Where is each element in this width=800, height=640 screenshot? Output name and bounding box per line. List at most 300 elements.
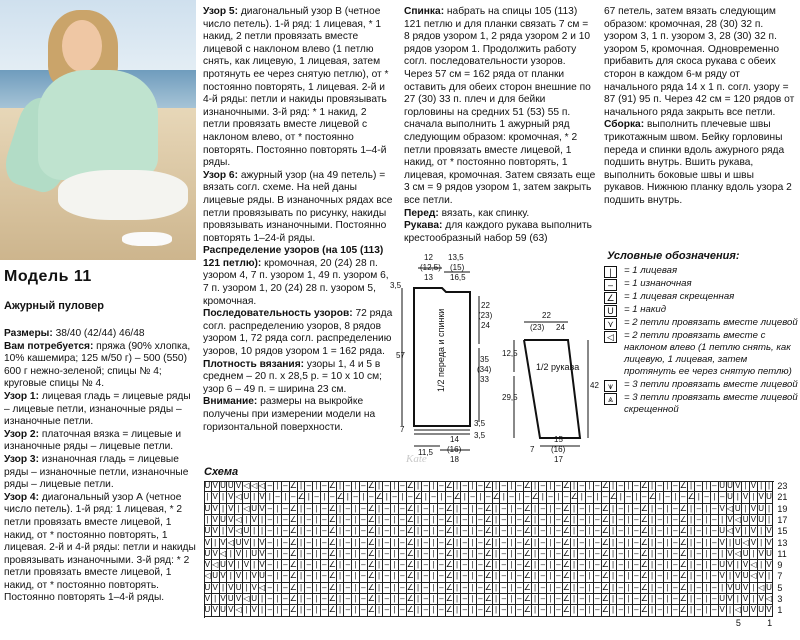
chart-cell: – [461, 583, 469, 594]
chart-cell: ∠ [446, 538, 454, 549]
chart-cell: | [711, 492, 719, 503]
chart-cell: – [500, 481, 508, 492]
chart-cell: U [212, 571, 220, 582]
chart-cell: | [422, 492, 430, 503]
chart-cell: | [337, 571, 345, 582]
chart-cell: | [430, 605, 438, 616]
chart-cell: – [594, 515, 602, 526]
chart-cell: ◁ [766, 594, 774, 605]
chart-cell: | [649, 515, 657, 526]
chart-cell: | [274, 481, 282, 492]
chart-cell: | [430, 504, 438, 515]
chart-cell: | [532, 538, 540, 549]
chart-cell: | [571, 560, 579, 571]
chart-cell: ◁ [259, 583, 267, 594]
chart-cell: | [532, 504, 540, 515]
chart-cell: | [547, 481, 555, 492]
chart-cell: – [461, 504, 469, 515]
chart-cell: – [594, 538, 602, 549]
chart-cell: – [711, 481, 719, 492]
chart-cell: ∠ [290, 526, 298, 537]
chart-cell: – [656, 549, 664, 560]
chart-cell: – [360, 481, 368, 492]
chart-cell: | [547, 526, 555, 537]
chart-cell: | [454, 549, 462, 560]
col2-paragraph [203, 308, 395, 358]
chart-cell: – [438, 538, 446, 549]
chart-cell: ∠ [602, 583, 610, 594]
legend-item [604, 379, 800, 391]
chart-cell: | [298, 481, 306, 492]
chart-cell: – [422, 560, 430, 571]
chart-cell: | [352, 538, 360, 549]
chart-cell: – [266, 605, 274, 616]
col2-text: размеры на выкройке получены при измерении модели на горизонтальной поверхности. [203, 396, 376, 433]
chart-cell: – [578, 583, 586, 594]
chart-cell: – [422, 594, 430, 605]
legend-label: = 1 лицевая скрещенная [624, 291, 735, 302]
chart-cell: | [649, 560, 657, 571]
chart-cell: – [672, 594, 680, 605]
chart-cell: ∠ [485, 549, 493, 560]
chart-cell: U [204, 583, 212, 594]
chart-cell: | [337, 504, 345, 515]
chart-cell: – [594, 560, 602, 571]
chart-cell: | [625, 481, 633, 492]
chart-cell: V [766, 526, 774, 537]
chart-cell: – [344, 481, 352, 492]
chart-cell: ∠ [485, 571, 493, 582]
chart-cell: ∠ [415, 492, 423, 503]
chart-cell: ∠ [290, 549, 298, 560]
chart-cell: – [695, 526, 703, 537]
col2-paragraph [203, 396, 395, 434]
chart-cell: ∠ [563, 560, 571, 571]
col4-paragraph [604, 6, 796, 119]
chart-cell: | [220, 526, 228, 537]
chart-cell: – [711, 538, 719, 549]
chart-cell: ∠ [368, 583, 376, 594]
chart-cell: U [204, 481, 212, 492]
chart-cell: | [664, 571, 672, 582]
chart-cell: ∠ [329, 504, 337, 515]
chart-cell: – [555, 605, 563, 616]
chart-cell: – [633, 504, 641, 515]
chart-cell: – [461, 515, 469, 526]
chart-cell: ∠ [563, 526, 571, 537]
chart-cell: | [734, 594, 742, 605]
stitch-symbol-icon: | [604, 266, 617, 278]
chart-cell: V [204, 538, 212, 549]
chart-cell: ∠ [407, 560, 415, 571]
col1-paragraph [4, 341, 196, 391]
chart-cell: | [532, 605, 540, 616]
chart-cell: ∠ [329, 549, 337, 560]
chart-cell: | [578, 492, 586, 503]
chart-cell: | [610, 538, 618, 549]
chart-row-number: 11 [777, 548, 787, 559]
chart-cell: | [649, 538, 657, 549]
chart-cell: ∠ [524, 538, 532, 549]
sleeve-dim-15: 15 [554, 435, 563, 444]
chart-cell: | [430, 538, 438, 549]
chart-cell: ∠ [493, 492, 501, 503]
chart-cell: – [344, 504, 352, 515]
chart-cell: | [571, 549, 579, 560]
chart-cell: – [477, 515, 485, 526]
chart-cell: | [547, 594, 555, 605]
chart-cell: V [212, 526, 220, 537]
chart-cell: V [251, 515, 259, 526]
chart-cell: – [500, 526, 508, 537]
chart-cell: – [321, 515, 329, 526]
chart-cell: | [477, 492, 485, 503]
chart-cell: | [376, 571, 384, 582]
chart-cell: ∠ [602, 605, 610, 616]
chart-cell: ∠ [641, 560, 649, 571]
chart-cell: U [259, 571, 267, 582]
chart-cell: U [734, 504, 742, 515]
legend-label: = 2 петли провязать вместе с наклоном влево (1 петлю снять, как лицевую, 1 лицевая, затем протянуть ее через снятую петлю) [624, 330, 792, 377]
legend-label: = 1 изнаночная [624, 278, 692, 289]
chart-cell: V [742, 583, 750, 594]
chart-cell: V [719, 538, 727, 549]
col2-text: 72 ряда согл. распределению узоров, 8 рядов узором 1, 72 ряда согл. распределению узоров, 10 рядов узором 1 = 162 ряда. [203, 308, 393, 358]
chart-cell: | [625, 504, 633, 515]
chart-cell: | [376, 549, 384, 560]
col1-text: пряжа (90% хлопка, 10% кашемира; 125 м/50 г) – 500 (550) 600 г нежно-зеленой; спицы № 4; круговые спицы № 4. [4, 340, 191, 390]
col2-text: ажурный узор (на 49 петель) = вязать согл. схеме. На ней даны лицевые ряды. В изнаночных рядах все петли провязывать по рисунку, накиды провязывать изнаночными. Постоянно повторять 1–24-й ряды. [203, 169, 393, 244]
chart-cell: | [727, 538, 735, 549]
chart-cell: U [220, 560, 228, 571]
dim-side-a3: 24 [481, 321, 490, 330]
chart-cell: ∠ [407, 594, 415, 605]
legend-label: = 3 петли провязать вместе лицевой скрещенной [624, 392, 798, 415]
chart-cell: – [461, 571, 469, 582]
chart-cell: U [766, 549, 774, 560]
chart-cell: | [430, 481, 438, 492]
chart-cell: – [290, 492, 298, 503]
chart-cell: U [734, 583, 742, 594]
chart-cell: – [360, 538, 368, 549]
chart-cell: – [344, 560, 352, 571]
chart-cell: | [625, 571, 633, 582]
chart-cell: – [282, 594, 290, 605]
chart-cell: – [508, 492, 516, 503]
stitch-symbol-icon: ⩛ [604, 380, 617, 392]
chart-cell: – [422, 481, 430, 492]
stitch-symbol-icon: – [604, 279, 617, 291]
chart-cell: ∠ [446, 583, 454, 594]
chart-cell: | [274, 504, 282, 515]
chart-cell: ∠ [688, 492, 696, 503]
chart-cell: – [539, 481, 547, 492]
chart-cell: | [274, 583, 282, 594]
chart-cell: – [329, 492, 337, 503]
col4-paragraph [604, 119, 796, 207]
chart-cell: | [391, 526, 399, 537]
chart-cell: ◁ [235, 605, 243, 616]
chart-cell: ∠ [680, 538, 688, 549]
chart-cell: ∠ [485, 504, 493, 515]
chart-cell: V [212, 549, 220, 560]
dim-mid-33: 33 [480, 375, 489, 384]
chart-cell: | [469, 594, 477, 605]
chart-cell: – [399, 605, 407, 616]
chart-cell: – [672, 605, 680, 616]
chart-cell: | [274, 538, 282, 549]
chart-cell: – [500, 504, 508, 515]
chart-cell: | [415, 571, 423, 582]
chart-cell: | [703, 538, 711, 549]
chart-cell: | [454, 583, 462, 594]
chart-cell: – [594, 583, 602, 594]
chart-cell: | [376, 605, 384, 616]
chart-cell: – [539, 538, 547, 549]
chart-cell: ∠ [680, 481, 688, 492]
chart-cell: ∠ [563, 481, 571, 492]
sleeve-dim-17: 17 [554, 455, 563, 462]
chart-cell: – [594, 526, 602, 537]
chart-cell: | [391, 583, 399, 594]
chart-cell: ∠ [407, 538, 415, 549]
chart-cell: – [391, 492, 399, 503]
chart-cell: – [422, 538, 430, 549]
chart-cell: V [212, 605, 220, 616]
chart-cell: | [391, 571, 399, 582]
chart-cell: | [547, 583, 555, 594]
chart-cell: | [415, 526, 423, 537]
chart-cell: ◁ [243, 504, 251, 515]
chart-cell: – [422, 504, 430, 515]
sleeve-dim-42: 42 [590, 381, 599, 390]
chart-cell: – [672, 560, 680, 571]
chart-cell: – [383, 560, 391, 571]
chart-cell: – [321, 481, 329, 492]
chart-cell: – [321, 538, 329, 549]
chart-cell: – [305, 560, 313, 571]
chart-cell: | [469, 549, 477, 560]
chart-cell: | [703, 526, 711, 537]
chart-cell: | [399, 492, 407, 503]
chart-cell: – [477, 594, 485, 605]
chart-cell: | [352, 481, 360, 492]
chart-cell: – [477, 605, 485, 616]
chart-cell: ∠ [368, 538, 376, 549]
chart-cell: – [594, 594, 602, 605]
chart-cell: ∠ [329, 583, 337, 594]
chart-cell: | [454, 526, 462, 537]
chart-cell: – [578, 526, 586, 537]
chart-cell: – [399, 594, 407, 605]
chart-cell: | [532, 549, 540, 560]
chart-cell: ∠ [610, 492, 618, 503]
chart-cell: – [656, 538, 664, 549]
chart-cell: | [376, 583, 384, 594]
chart-cell: – [344, 549, 352, 560]
dim-mid-35: 35 [480, 355, 489, 364]
chart-cell: V [212, 504, 220, 515]
chart-cell: – [633, 549, 641, 560]
legend-label: = 1 накид [624, 304, 667, 315]
chart-cell: ∠ [290, 583, 298, 594]
column-1 [4, 328, 196, 605]
chart-cell: | [298, 504, 306, 515]
chart-cell: | [298, 560, 306, 571]
chart-cell: U [204, 504, 212, 515]
chart-cell: | [664, 481, 672, 492]
chart-cell: – [446, 492, 454, 503]
chart-cell: | [594, 492, 602, 503]
chart-cell: – [500, 515, 508, 526]
chart-cell: | [352, 594, 360, 605]
chart-cell: – [321, 605, 329, 616]
chart-cell: | [664, 583, 672, 594]
chart-cell: – [555, 481, 563, 492]
dim-left-57: 57 [396, 351, 405, 360]
pattern-diagram [384, 252, 604, 462]
chart-cell: | [376, 526, 384, 537]
chart-cell: – [578, 515, 586, 526]
chart-cell: | [516, 492, 524, 503]
chart-cell: – [305, 504, 313, 515]
col1-text: лицевая гладь = лицевые ряды – лицевые петли, изнаночные ряды – изнаночные петли. [4, 390, 191, 428]
chart-cell: | [750, 583, 758, 594]
chart-cell: ∠ [563, 538, 571, 549]
chart-cell: | [259, 594, 267, 605]
chart-cell: | [415, 594, 423, 605]
chart-cell: U [719, 526, 727, 537]
chart-cell: | [313, 504, 321, 515]
chart-cell: – [282, 515, 290, 526]
chart-cell: – [633, 583, 641, 594]
chart-cell: | [454, 504, 462, 515]
col3-heading: Спинка: [404, 6, 445, 17]
chart-cell: – [594, 571, 602, 582]
chart-cell: | [649, 571, 657, 582]
chart-cell: V [235, 481, 243, 492]
chart-cell: – [360, 571, 368, 582]
chart-cell: – [539, 605, 547, 616]
chart-cell: – [500, 605, 508, 616]
chart-cell: – [656, 515, 664, 526]
chart-cell: | [758, 526, 766, 537]
chart-cell: V [758, 549, 766, 560]
chart-cell: V [750, 605, 758, 616]
chart-cell: | [251, 526, 259, 537]
chart-cell: | [703, 504, 711, 515]
chart-cell: | [571, 571, 579, 582]
chart-cell: | [415, 515, 423, 526]
chart-cell: – [547, 492, 555, 503]
chart-cell: – [266, 538, 274, 549]
chart-cell: | [532, 515, 540, 526]
chart-cell: – [321, 560, 329, 571]
chart-cell: V [227, 504, 235, 515]
sleeve-dim-16: (16) [551, 445, 566, 454]
col1-heading: Узор 4: [4, 491, 39, 503]
chart-cell: – [656, 571, 664, 582]
stitch-symbol-icon: ◁ [604, 331, 617, 343]
col2-paragraph [203, 170, 395, 246]
chart-cell: | [391, 594, 399, 605]
chart-cell: | [313, 481, 321, 492]
chart-cell: ∠ [407, 504, 415, 515]
chart-cell: V [742, 560, 750, 571]
chart-cell: – [711, 583, 719, 594]
chart-cell: ∠ [602, 560, 610, 571]
chart-cell: | [337, 526, 345, 537]
chart-cell: – [563, 492, 571, 503]
col3-paragraph [404, 208, 596, 221]
chart-cell: – [539, 571, 547, 582]
chart-cell: | [212, 538, 220, 549]
photo-sweater [38, 70, 158, 180]
chart-cell: – [399, 549, 407, 560]
chart-cell: V [766, 605, 774, 616]
chart-cell: – [617, 571, 625, 582]
chart-cell: | [539, 492, 547, 503]
model-photo [0, 0, 196, 260]
chart-cell: ◁ [742, 538, 750, 549]
chart-cell: ∠ [563, 515, 571, 526]
col1-text: диагональный узор А (четное число петель). 1-й ряд: 1 лицевая, * 2 петли провязать вместе лицевой, 1 накид, от * постоянно повторять, 1 лицевая. 2-й и 4-й ряды: петли и накиды провязывать изнаночными. 3-й ряд: * 2 петли провязать вместе лицевой, 1 накид, от * постоянно повторять. Постоянно повторять 1–4-й ряды. [4, 491, 196, 604]
chart-row-number: 21 [777, 492, 788, 503]
chart-cell: – [383, 504, 391, 515]
chart-cell: | [337, 594, 345, 605]
chart-cell: | [321, 492, 329, 503]
chart-cell: ∠ [290, 605, 298, 616]
chart-cell: | [344, 492, 352, 503]
col1-heading: Размеры: [4, 328, 53, 339]
chart-cell: V [734, 526, 742, 537]
chart-cell: | [391, 515, 399, 526]
chart-cell: – [672, 583, 680, 594]
chart-cell: – [469, 492, 477, 503]
chart-cell: ∠ [329, 594, 337, 605]
chart-cell: | [532, 560, 540, 571]
chart-cell: ∠ [524, 549, 532, 560]
chart-cell: – [586, 492, 594, 503]
chart-cell: – [711, 549, 719, 560]
chart-cell: – [695, 481, 703, 492]
chart-cell: ∠ [680, 549, 688, 560]
chart-cell: ◁ [758, 583, 766, 594]
chart-cell: – [383, 515, 391, 526]
chart-cell: – [555, 526, 563, 537]
chart-cell: | [617, 492, 625, 503]
chart-cell: | [337, 515, 345, 526]
chart-cell: | [742, 481, 750, 492]
chart-cell: – [266, 560, 274, 571]
chart-cell: | [376, 515, 384, 526]
chart-cell: | [571, 504, 579, 515]
chart-cell: – [422, 526, 430, 537]
chart-cell: | [758, 538, 766, 549]
photo-legs [58, 170, 188, 220]
chart-cell: V [742, 492, 750, 503]
chart-cell: | [625, 515, 633, 526]
chart-cell: ∠ [485, 605, 493, 616]
chart-cell: – [383, 571, 391, 582]
chart-cell: U [758, 605, 766, 616]
chart-cell: | [547, 571, 555, 582]
chart-cell: | [625, 560, 633, 571]
chart-cell: V [758, 571, 766, 582]
chart-cell: | [282, 492, 290, 503]
dim-top-b3: 16,5 [450, 273, 466, 282]
col4-heading: Сборка: [604, 119, 645, 131]
